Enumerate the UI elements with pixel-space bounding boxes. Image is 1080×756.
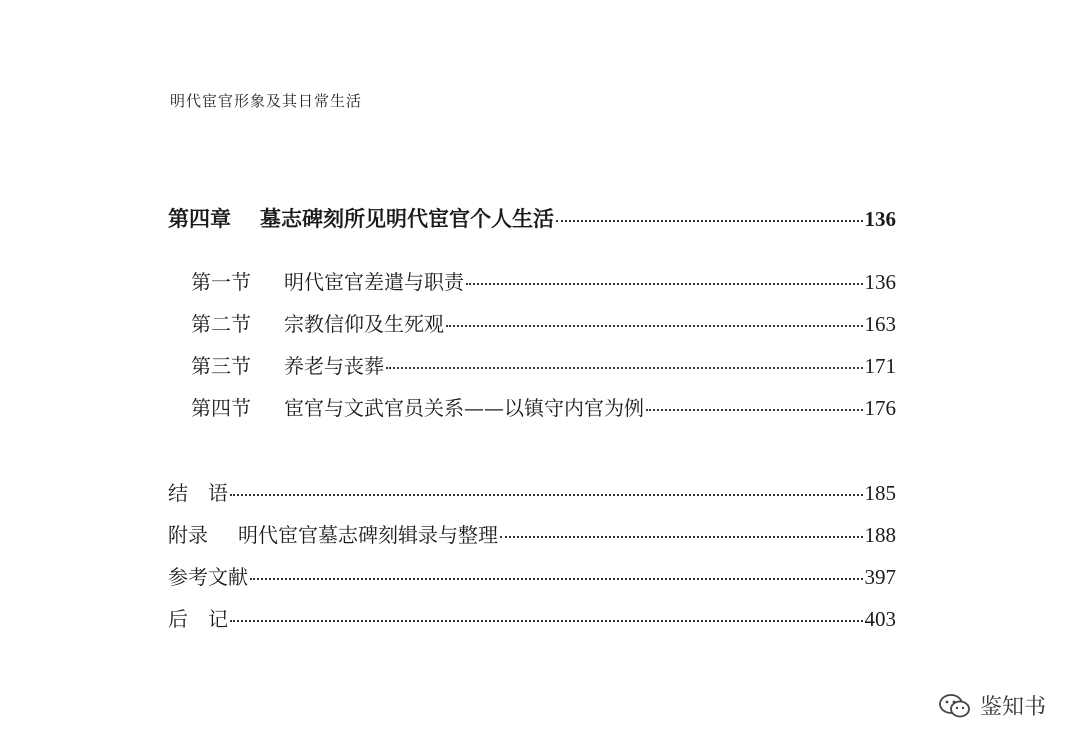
toc-section-3[interactable] xyxy=(191,350,896,379)
section-title: 养老与丧葬 xyxy=(284,354,384,378)
section-label: 第三节 xyxy=(191,354,251,378)
page-number: 171 xyxy=(864,354,896,378)
page-number: 185 xyxy=(864,481,896,505)
running-head: 明代宦官形象及其日常生活 xyxy=(170,92,363,110)
dot-leader xyxy=(646,409,863,411)
entry-label: 参考文献 xyxy=(168,565,248,589)
toc-conclusion[interactable] xyxy=(168,477,896,506)
watermark xyxy=(938,690,1046,721)
toc-postscript[interactable] xyxy=(168,603,896,632)
section-title: 宗教信仰及生死观 xyxy=(284,312,444,336)
entry-title: 明代宦官墓志碑刻辑录与整理 xyxy=(238,523,498,547)
entry-label: 附录 xyxy=(168,523,208,547)
toc-section-2[interactable] xyxy=(191,308,896,337)
page-number: 163 xyxy=(864,312,896,336)
section-label: 第一节 xyxy=(191,270,251,294)
dot-leader xyxy=(230,494,863,496)
dot-leader xyxy=(230,620,863,622)
dot-leader xyxy=(500,536,863,538)
chapter-title: 墓志碑刻所见明代宦官个人生活 xyxy=(260,206,554,231)
toc-section-1[interactable] xyxy=(191,266,896,295)
entry-label: 结 语 xyxy=(168,481,228,505)
dot-leader xyxy=(446,325,863,327)
chapter-label: 第四章 xyxy=(168,206,231,231)
toc-chapter-4[interactable] xyxy=(168,203,896,233)
dot-leader xyxy=(466,283,863,285)
page-number: 136 xyxy=(864,270,896,294)
section-label: 第二节 xyxy=(191,312,251,336)
toc-section-4[interactable] xyxy=(191,392,896,421)
section-label: 第四节 xyxy=(191,396,251,420)
page-number: 403 xyxy=(864,607,896,631)
dot-leader xyxy=(556,220,863,222)
toc-appendix[interactable] xyxy=(168,519,896,548)
page-number: 397 xyxy=(864,565,896,589)
entry-label: 后 记 xyxy=(168,607,228,631)
dot-leader xyxy=(386,367,863,369)
section-title: 明代宦官差遣与职责 xyxy=(284,270,464,294)
watermark-text: 鉴知书 xyxy=(979,695,1046,720)
dot-leader xyxy=(250,578,863,580)
toc-references[interactable] xyxy=(168,561,896,590)
page-number: 136 xyxy=(864,207,896,231)
page-number: 176 xyxy=(864,396,896,420)
section-title: 宦官与文武官员关系——以镇守内官为例 xyxy=(284,396,644,420)
wechat-icon xyxy=(938,692,972,720)
page-number: 188 xyxy=(864,523,896,547)
